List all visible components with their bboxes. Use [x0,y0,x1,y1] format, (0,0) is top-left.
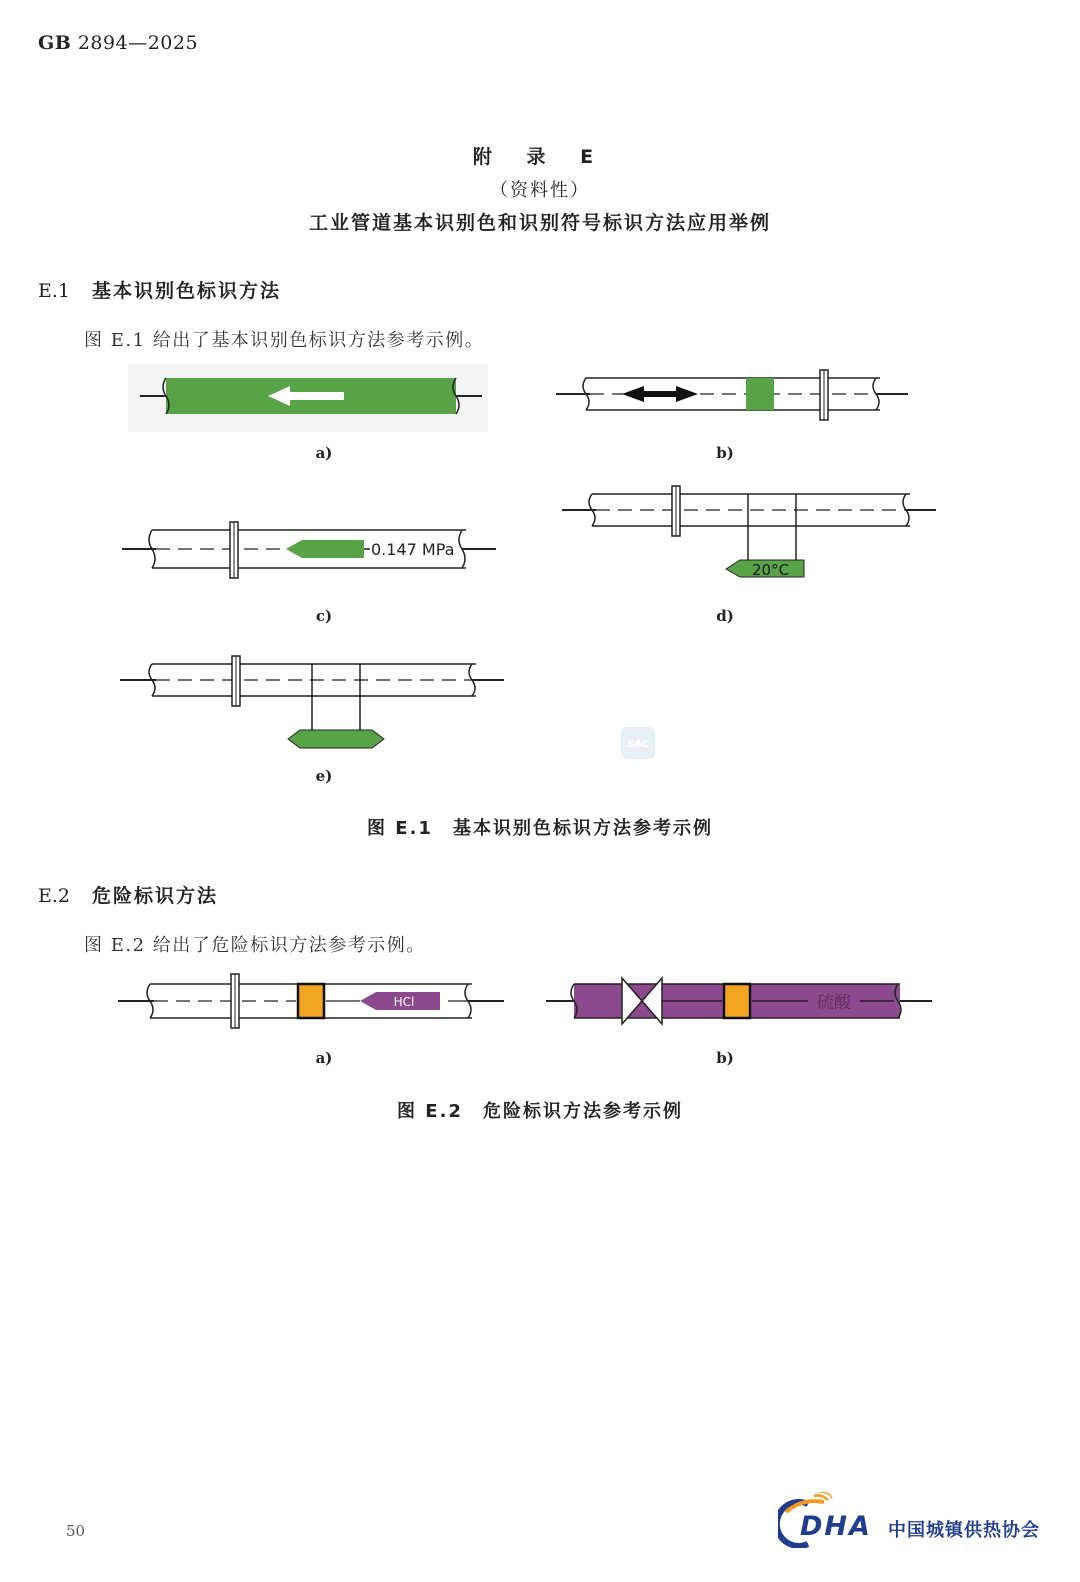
section-e1-number: E.1 [38,280,70,302]
figure-e1-sublabel-d: d) [716,607,734,625]
figure-e1-title: 基本识别色标识方法参考示例 [452,818,713,839]
figure-e2-number: 图 E.2 [397,1101,463,1122]
logo-organization-name: 中国城镇供热协会 [888,1520,1040,1541]
hcl-label: HCl [393,995,415,1009]
figure-e1e-diagram [116,650,508,754]
standard-code [38,32,198,54]
section-e2-text: 图 E.2 给出了危险标识方法参考示例。 [84,935,426,956]
sulfuric-acid-label: 硫酸 [817,993,851,1013]
logo-abbreviation: DHA [800,1511,872,1542]
figure-e2-sublabel-b: b) [716,1049,734,1067]
figure-e2a-diagram [114,968,510,1034]
appendix-subtitle: 工业管道基本识别色和识别符号标识方法应用举例 [308,212,771,234]
standard-number: 2894—2025 [77,32,199,54]
green-band [746,378,774,410]
figure-e1-caption [0,814,1080,840]
temperature-label: 20°C [752,561,790,579]
figure-e1d-diagram [556,480,940,584]
section-e1-heading [38,276,281,303]
appendix-type: （资料性） [490,180,590,201]
figure-e2-sublabel-a: a) [315,1049,333,1067]
figure-e2-title: 危险标识方法参考示例 [482,1101,683,1122]
figure-e2b-diagram [542,968,938,1034]
figure-e1-sublabel-c: c) [315,607,333,625]
page-number: 50 [66,1522,86,1540]
figure-e1-sublabel-b: b) [716,444,734,462]
pressure-label: 0.147 MPa [371,540,455,559]
orange-hazard-band [724,984,750,1018]
green-hexagon-tag [288,730,384,748]
section-e2-number: E.2 [38,885,70,907]
section-e2-title: 危险标识方法 [92,885,219,907]
orange-hazard-band [298,984,324,1018]
figure-e1-sublabel-e: e) [315,767,333,785]
watermark-text: SAC [627,739,649,750]
green-pressure-arrow [286,540,364,558]
section-e2-heading [38,881,218,908]
figure-e1-sublabel-a: a) [315,444,333,462]
figure-e1a-diagram [120,360,500,436]
figure-e1b-diagram [550,364,920,430]
sac-watermark [620,726,656,760]
appendix-title: 附 录 E [472,146,608,168]
figure-e1c-diagram [116,516,500,584]
standard-prefix: GB [38,32,72,54]
double-arrow-icon [622,386,698,402]
section-e1-title: 基本识别色标识方法 [92,280,282,302]
figure-e1-number: 图 E.1 [367,818,433,839]
section-e1-text: 图 E.1 给出了基本识别色标识方法参考示例。 [84,330,485,351]
figure-e2-caption [0,1097,1080,1123]
